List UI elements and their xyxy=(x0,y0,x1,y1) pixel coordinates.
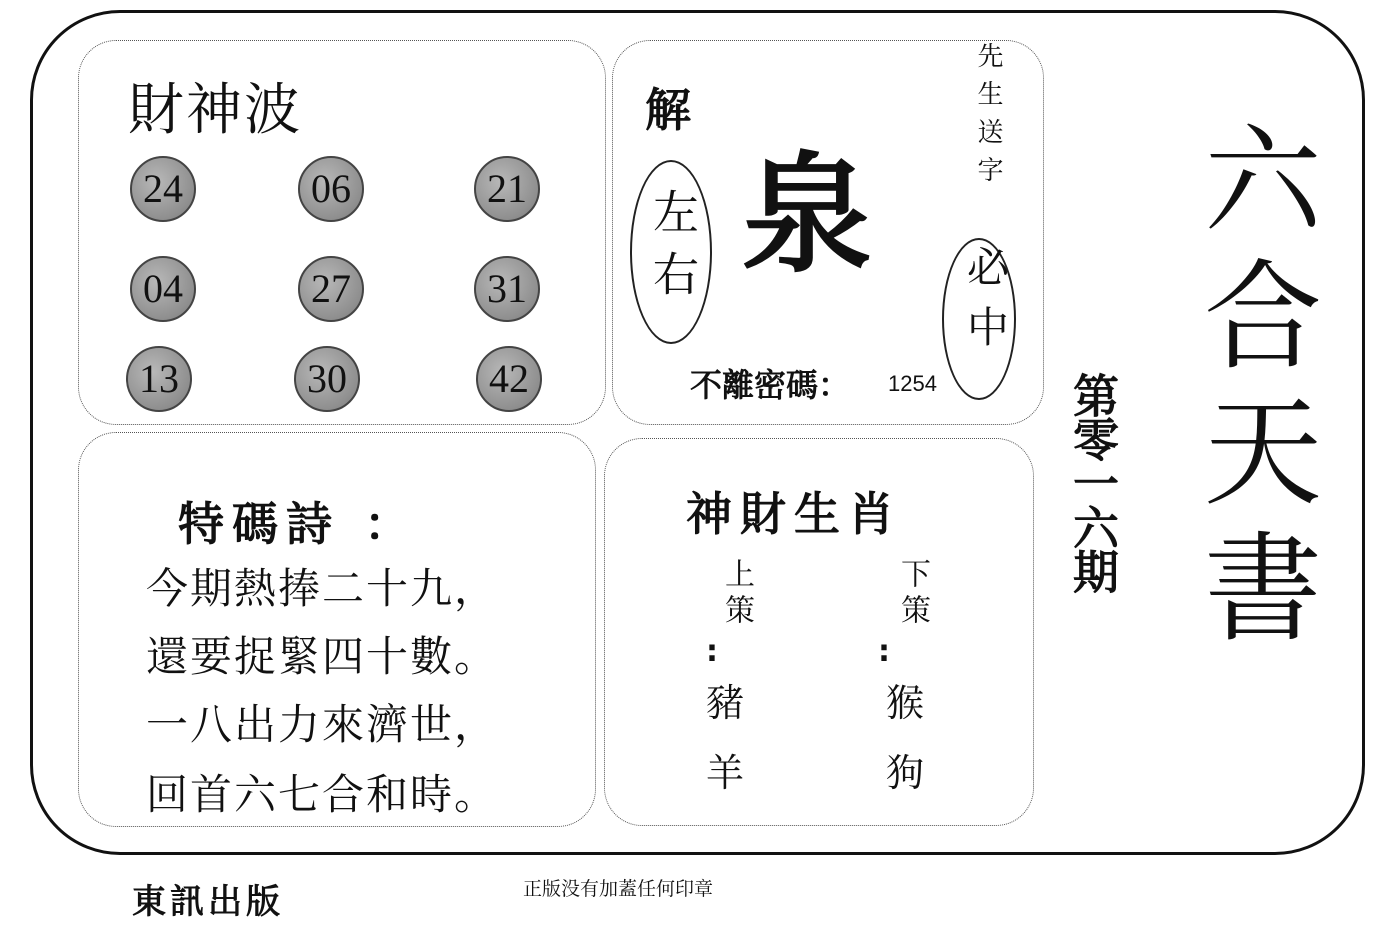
number-ball: 42 xyxy=(476,346,542,412)
must-hit-text: 必中 xyxy=(961,245,1010,365)
poem-line: 今期熱捧二十九， xyxy=(146,564,499,613)
number-ball: 24 xyxy=(130,156,196,222)
zodiac-title: 神財生肖 xyxy=(686,487,902,541)
number-ball: 30 xyxy=(294,346,360,412)
poem-line: 還要捉緊四十數。 xyxy=(146,632,499,681)
wealth-wave-title: 財神波 xyxy=(128,78,302,143)
zodiac-animal: 猴 xyxy=(886,681,925,725)
poem-line: 回首六七合和時。 xyxy=(146,770,499,819)
publisher: 東訊出版 xyxy=(132,882,284,922)
secret-code-value: 1254 xyxy=(888,371,937,396)
lower-plan-label: 下策 xyxy=(895,558,930,630)
poem-line: 一八出力來濟世， xyxy=(146,700,499,749)
upper-plan-label: 上策 xyxy=(719,558,754,630)
masthead-title: 六合天書 xyxy=(1184,118,1322,662)
zodiac-animal: 羊 xyxy=(706,751,745,795)
secret-code-label: 不離密碼： xyxy=(690,366,851,404)
authenticity-notice: 正版没有加蓋任何印章 xyxy=(523,878,714,900)
number-ball: 21 xyxy=(474,156,540,222)
explain-label: 解 xyxy=(645,83,691,137)
poem-title: 特碼詩 ： xyxy=(178,497,419,551)
left-right-text: 左右 xyxy=(646,188,700,312)
sender-text: 先生送字 xyxy=(973,42,1003,194)
number-ball: 27 xyxy=(298,256,364,322)
main-character: 泉 xyxy=(742,139,873,291)
upper-plan-colon: : xyxy=(706,634,724,669)
lower-plan-colon: : xyxy=(878,634,896,669)
number-ball: 13 xyxy=(126,346,192,412)
zodiac-animal: 豬 xyxy=(706,681,745,725)
number-ball: 04 xyxy=(130,256,196,322)
number-ball: 31 xyxy=(474,256,540,322)
zodiac-animal: 狗 xyxy=(886,751,925,795)
number-ball: 06 xyxy=(298,156,364,222)
issue-number: 第零一六期 xyxy=(1066,372,1120,592)
